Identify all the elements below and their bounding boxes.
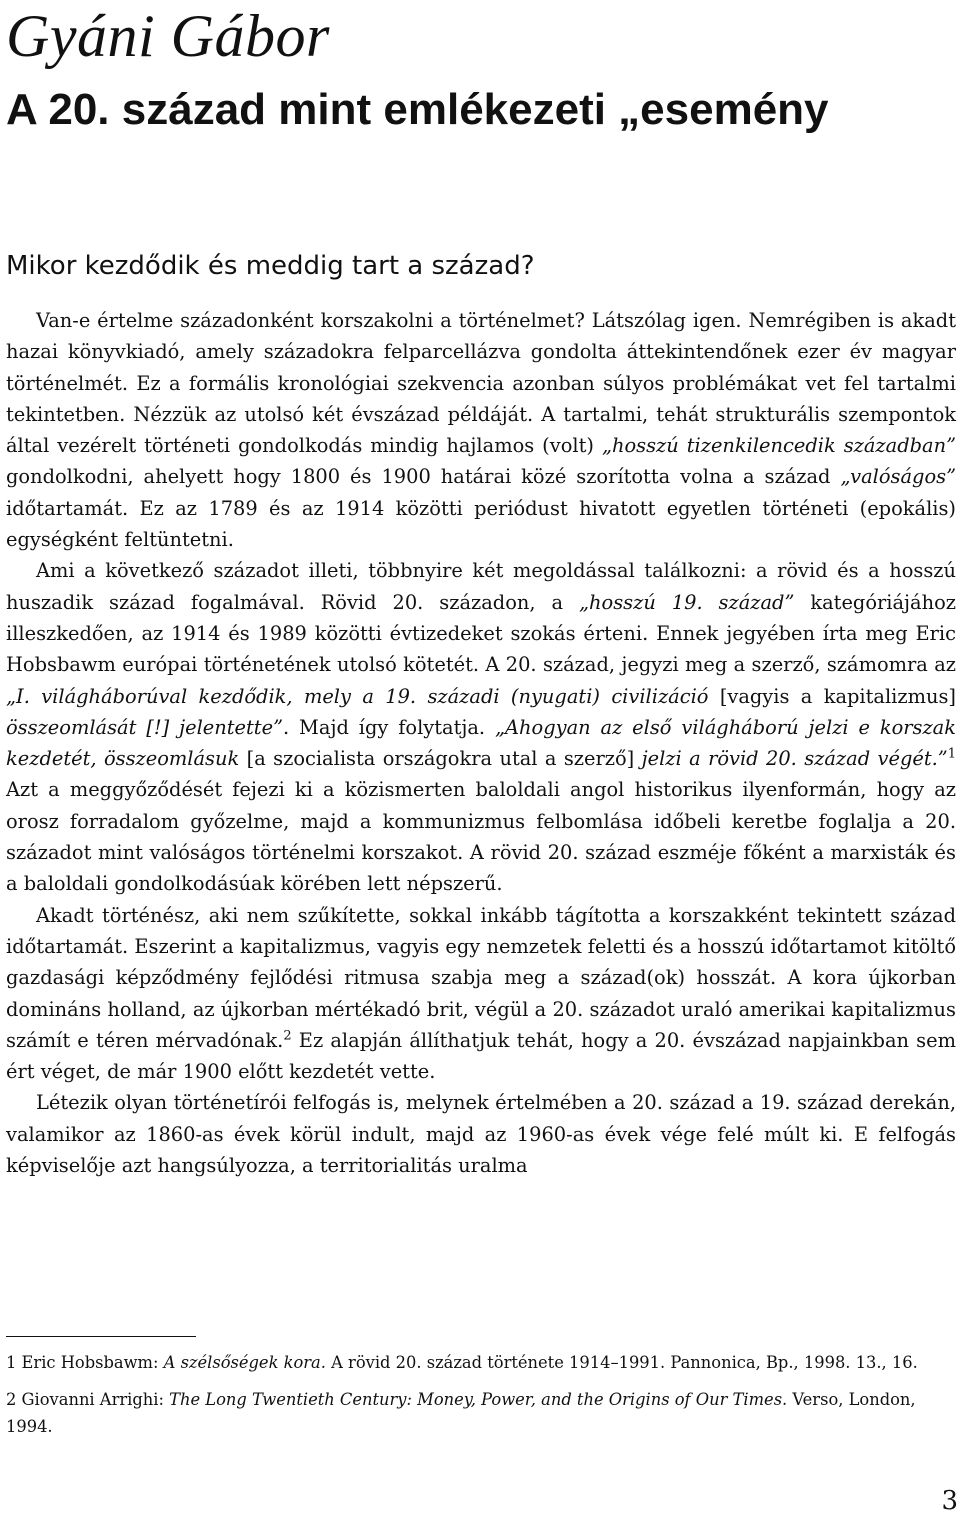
footnote-2: 2 Giovanni Arrighi: The Long Twentieth Century: Money, Power, and the Origins of Our Times. Verso, London, 1994. [6, 1390, 916, 1436]
footnotes [6, 1349, 956, 1450]
paragraph-3: Akadt történész, aki nem szűkítette, sokkal inkább tágította a korszakként tekintett század időtartamát. Eszerint a kapitalizmus, vagyis egy nemzetek feletti és a hosszú időtartamot kitöltő gazdasági képződmény fejlődési ritmusa szabja meg a század(ok) hosszát. A kora újkorban domináns holland, az újkorban mértékadó brit, végül a 20. századot uraló amerikai kapitalizmus számít e téren mérvadónak.$^2$ Ez alapján állíthatjuk tehát, hogy a 20. évszázad napjainkban sem ért véget, de már 1900 előtt kezdetét vette. [6, 903, 956, 1084]
page-number: 3 [941, 1486, 958, 1516]
section-heading: Mikor kezdődik és meddig tart a század? [6, 251, 535, 281]
footnote-ref-1[interactable]: 1 [947, 746, 956, 762]
footnote-1: 1 Eric Hobsbawm: A szélsőségek kora. A rövid 20. század története 1914–1991. Pannonica, Bp., 1998. 13., 16. [6, 1353, 918, 1372]
article-title: A 20. század mint emlékezeti „esemény [6, 85, 829, 134]
author-name: Gyáni Gábor [6, 3, 330, 69]
paragraph-1: Van-e értelme századonként korszakolni a történelmet? Látszólag igen. Nemrégiben is akadt hazai könyvkiadó, amely századokra felparcellázva gondolta áttekintendőnek ezer év magyar történelmét. Ez a formális kronológiai szekvencia azonban súlyos problémákat vet fel tartalmi tekintetben. Nézzük az utolsó két évszázad példáját. A tartalmi, tehát strukturális szempontok által vezérelt történeti gondolkodás mindig hajlamos (volt) „hosszú tizenkilencedik században” gondolkodni, ahelyett hogy 1800 és 1900 határai közé szorította volna a század „valóságos” időtartamát. Ez az 1789 és az 1914 közötti periódust hivatott egyetlen történeti (epokális) egységként feltüntetni. [6, 309, 956, 552]
paragraph-2: Ami a következő századot illeti, többnyire két megoldással találkozni: a rövid és a hosszú huszadik század fogalmával. Rövid 20. századon, a „hosszú 19. század” kategóriájához illeszkedően, az 1914 és 1989 közötti évtizedeket szokás érteni. Ennek jegyében írta meg Eric Hobsbawm európai történetének utolsó kötetét. A 20. század, jegyzi meg a szerző, számomra az „I. világháborúval kezdődik, mely a 19. századi (nyugati) civilizáció [vagyis a kapitalizmus] összeomlását [!] jelentette”. Majd így folytatja. „Ahogyan az első világháború jelzi e korszak kezdetét, összeomlásuk [a szocialista országokra utal a szerző] jelzi a rövid 20. század végét.”$^1$ Azt a meggyőződését fejezi ki a közismerten baloldali angol historikus ilyenformán, hogy az orosz forradalom győzelme, majd a kommunizmus felbomlása időbeli keretbe foglalja a 20. századot mint valóságos történelmi korszakot. A rövid 20. század eszméje főként a marxisták és a baloldali gondolkodásúak körében lett népszerű. [6, 559, 956, 896]
paragraph-4: Létezik olyan történetírói felfogás is, melynek értelmében a 20. század a 19. század derekán, valamikor az 1860-as évek körül indult, majd az 1960-as évek vége felé múlt ki. E felfogás képviselője azt hangsúlyozza, a territorialitás uralma [6, 1091, 956, 1178]
footnote-ref-2[interactable]: 2 [283, 1028, 292, 1044]
footnote-divider [6, 1336, 196, 1337]
article-body [6, 305, 956, 1181]
